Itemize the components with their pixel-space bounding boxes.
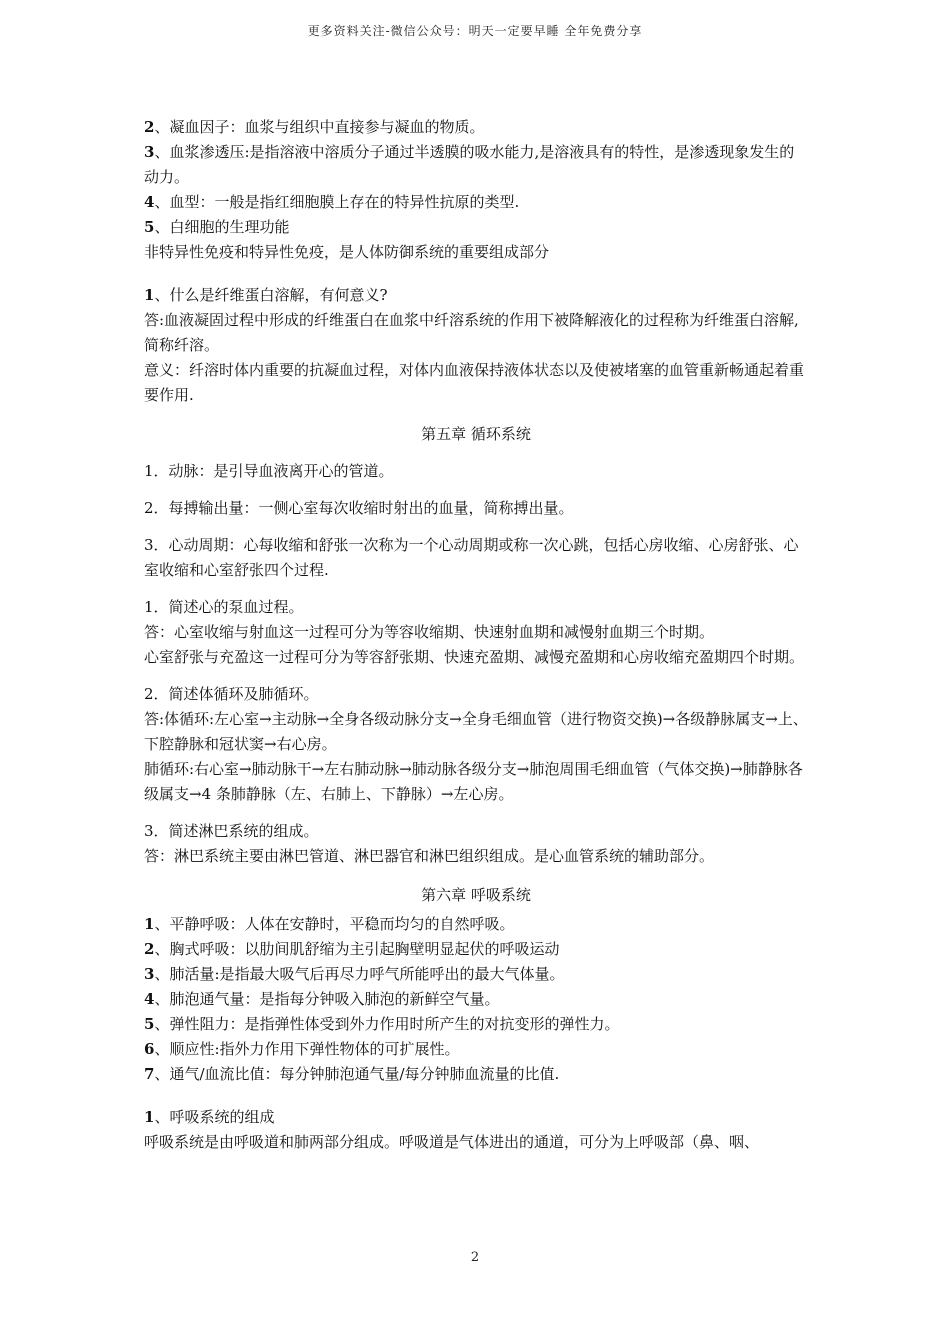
page-header: 更多资料关注-微信公众号：明天一定要早睡 全年免费分享 [307,24,643,38]
paragraph: 非特异性免疫和特异性免疫，是人体防御系统的重要组成部分 [144,243,550,261]
definition-item: 1、平静呼吸：人体在安静时，平稳而均匀的自然呼吸。 [144,915,515,933]
question: 3．简述淋巴系统的组成。 [144,822,319,840]
answer: 答：淋巴系统主要由淋巴管道、淋巴器官和淋巴组织组成。是心血管系统的辅助部分。 [144,847,715,865]
chapter-title: 第六章 呼吸系统 [421,886,531,904]
definition-item: 5、白细胞的生理功能 [144,218,290,236]
definition-item: 3、肺活量:是指最大吸气后再尽力呼气所能呼出的最大气体量。 [144,965,565,983]
definition-item: 2、凝血因子：血浆与组织中直接参与凝血的物质。 [144,118,485,136]
answer: 呼吸系统是由呼吸道和肺两部分组成。呼吸道是气体进出的通道，可分为上呼吸部（鼻、咽、 [144,1133,760,1151]
chapter-title: 第五章 循环系统 [421,425,531,443]
question: 2．简述体循环及肺循环。 [144,685,319,703]
question: 1、呼吸系统的组成 [144,1108,275,1126]
definition-item: 2、胸式呼吸：以肋间肌舒缩为主引起胸壁明显起伏的呼吸运动 [144,940,560,958]
definition-item: 6、顺应性:指外力作用下弹性物体的可扩展性。 [144,1040,460,1058]
definition-item: 3、血浆渗透压:是指溶液中溶质分子通过半透膜的吸水能力,是溶液具有的特性，是渗透现象发生的动力。 [144,143,795,186]
definition-item: 3．心动周期：心每收缩和舒张一次称为一个心动周期或称一次心跳，包括心房收缩、心房舒张、心室收缩和心室舒张四个过程. [144,536,799,579]
definition-item: 1．动脉：是引导血液离开心的管道。 [144,462,394,480]
question: 1、什么是纤维蛋白溶解，有何意义? [144,286,388,304]
definition-item: 5、弹性阻力：是指弹性体受到外力作用时所产生的对抗变形的弹性力。 [144,1015,620,1033]
definition-item: 7、通气/血流比值：每分钟肺泡通气量/每分钟肺血流量的比值. [144,1065,560,1083]
definition-item: 2．每搏输出量：一侧心室每次收缩时射出的血量，简称搏出量。 [144,499,574,517]
answer: 答:血液凝固过程中形成的纤维蛋白在血浆中纤溶系统的作用下被降解液化的过程称为纤维蛋白溶解,简称纤溶。 [144,311,799,354]
meaning: 意义：纤溶时体内重要的抗凝血过程，对体内血液保持液体状态以及使被堵塞的血管重新畅通起着重要作用. [144,361,805,404]
definition-item: 4、血型：一般是指红细胞膜上存在的特异性抗原的类型. [144,193,520,211]
page-number: 2 [470,1250,480,1265]
page-content [144,115,808,1155]
answer: 心室舒张与充盈这一过程可分为等容舒张期、快速充盈期、减慢充盈期和心房收缩充盈期四个时期。 [144,648,805,666]
answer: 答：心室收缩与射血这一过程可分为等容收缩期、快速射血期和减慢射血期三个时期。 [144,623,715,641]
question: 1．简述心的泵血过程。 [144,598,304,616]
definition-item: 4、肺泡通气量：是指每分钟吸入肺泡的新鲜空气量。 [144,990,500,1008]
answer: 答:体循环:左心室→主动脉→全身各级动脉分支→全身毛细血管（进行物资交换)→各级静脉属支→上、下腔静脉和冠状窦→右心房。 [144,710,808,753]
answer: 肺循环:右心室→肺动脉干→左右肺动脉→肺动脉各级分支→肺泡周围毛细血管（气体交换)→肺静脉各级属支→4 条肺静脉（左、右肺上、下静脉）→左心房。 [144,760,803,803]
